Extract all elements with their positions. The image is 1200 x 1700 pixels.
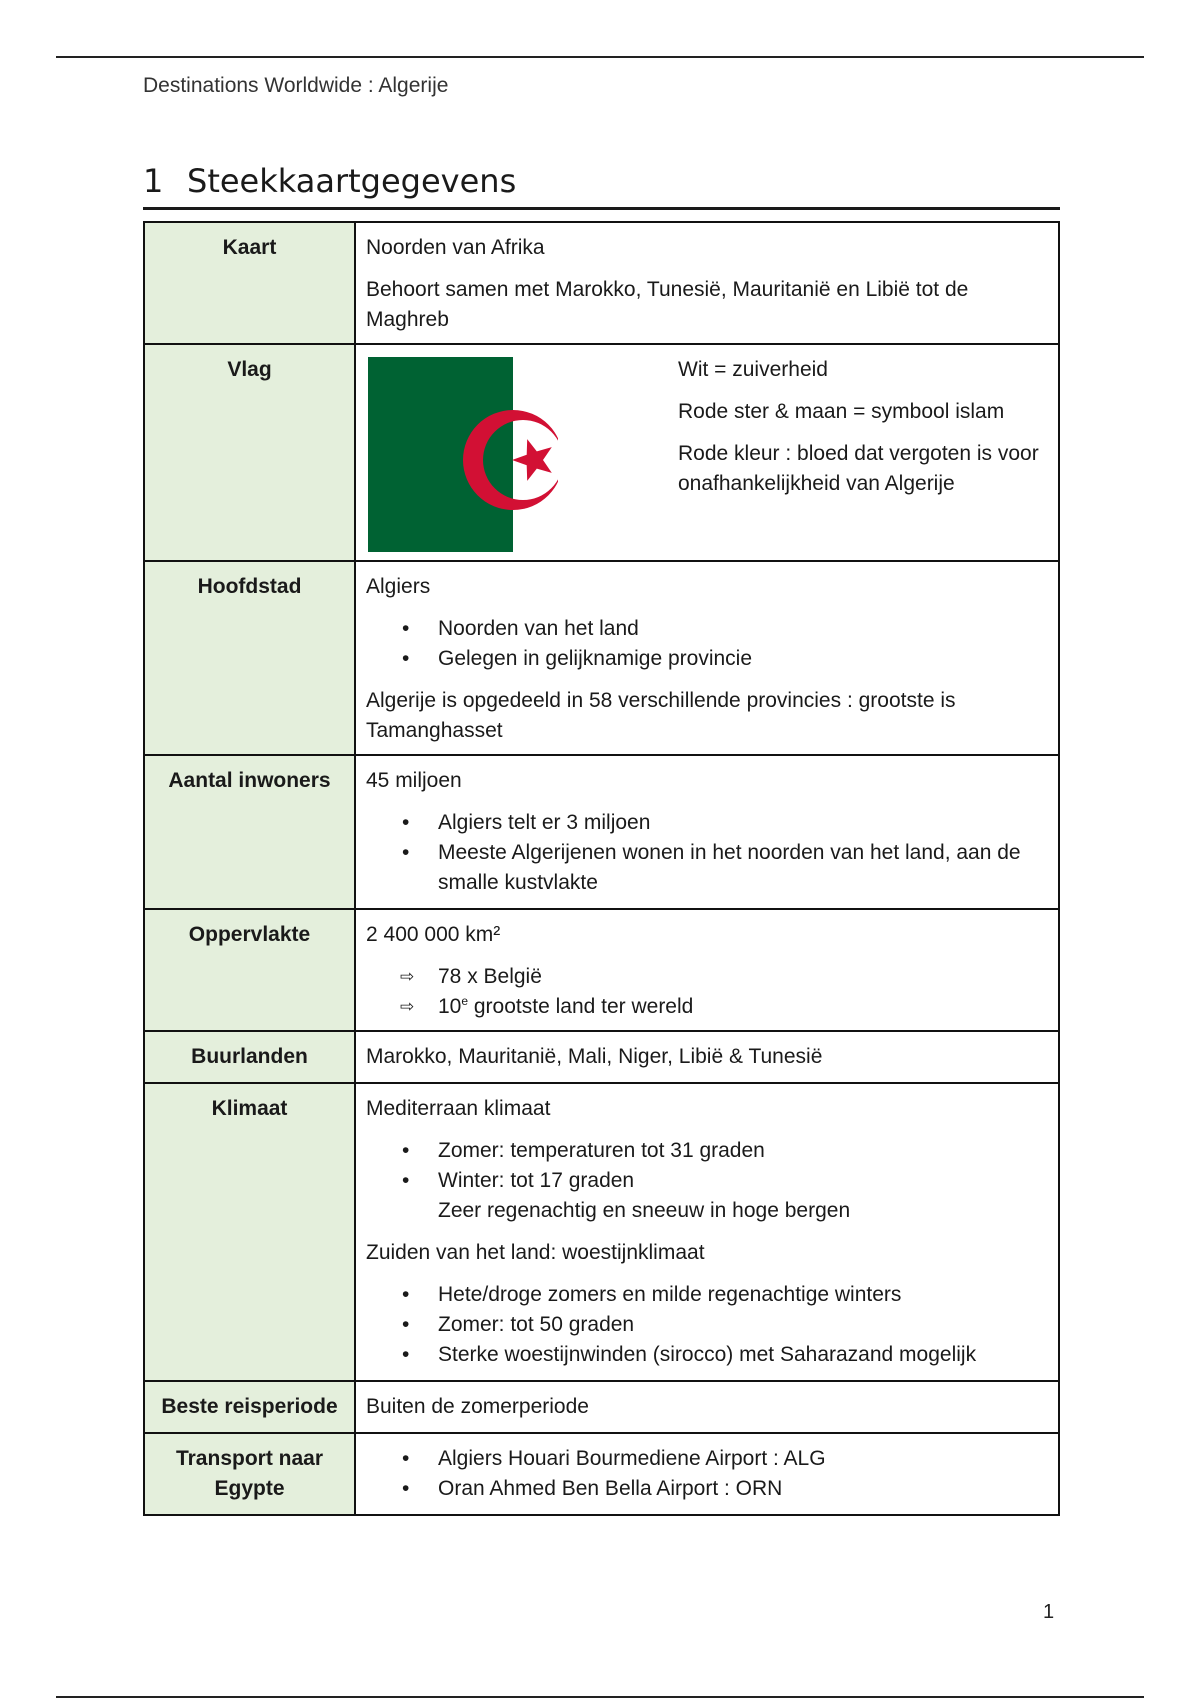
kaart-line-2: Behoort samen met Marokko, Tunesië, Mauritanië en Libië tot de Maghreb — [366, 278, 969, 331]
row-inwoners — [144, 755, 1059, 909]
label-transport: Transport naar Egypte — [144, 1433, 355, 1515]
section-heading — [143, 162, 1060, 210]
value-vlag — [355, 344, 1059, 561]
kaart-line-1: Noorden van Afrika — [366, 236, 545, 259]
section-title: Steekkaartgegevens — [187, 162, 517, 200]
value-inwoners — [355, 755, 1059, 909]
klimaat-intro-2: Zuiden van het land: woestijnklimaat — [366, 1241, 705, 1264]
row-hoofdstad — [144, 561, 1059, 755]
footer-rule — [56, 1696, 1144, 1698]
transport-bullets — [366, 1444, 1048, 1504]
row-vlag — [144, 344, 1059, 561]
label-kaart: Kaart — [144, 222, 355, 344]
running-header: Destinations Worldwide : Algerije — [143, 74, 449, 97]
row-reisperiode — [144, 1381, 1059, 1433]
hoofdstad-bullets — [366, 614, 1048, 674]
value-klimaat — [355, 1083, 1059, 1381]
inwoners-intro: 45 miljoen — [366, 769, 462, 792]
header-rule — [56, 56, 1144, 58]
page-number: 1 — [1043, 1601, 1055, 1623]
oppervlakte-arrows — [366, 962, 1048, 1022]
list-item: • Gelegen in gelijknamige provincie — [438, 644, 1048, 674]
rank-suffix: e — [461, 994, 469, 1008]
value-reisperiode: Buiten de zomerperiode — [355, 1381, 1059, 1433]
list-item — [438, 992, 1048, 1022]
oppervlakte-value: 2 400 000 km² — [366, 923, 501, 946]
label-klimaat: Klimaat — [144, 1083, 355, 1381]
klimaat-intro-1: Mediterraan klimaat — [366, 1097, 551, 1120]
row-buurlanden — [144, 1031, 1059, 1083]
value-hoofdstad — [355, 561, 1059, 755]
row-transport — [144, 1433, 1059, 1515]
flag-meaning — [678, 355, 1048, 552]
klimaat-bullets-2 — [366, 1280, 1048, 1370]
list-item: • Algiers telt er 3 miljoen — [438, 808, 1048, 838]
label-reisperiode: Beste reisperiode — [144, 1381, 355, 1433]
label-oppervlakte: Oppervlakte — [144, 909, 355, 1031]
list-item: • Winter: tot 17 graden — [438, 1166, 1048, 1196]
rank-number: 10 — [438, 995, 462, 1018]
algeria-flag-image — [368, 357, 558, 552]
section-number: 1 — [143, 162, 164, 200]
list-item: ⇨ 78 x België — [438, 962, 1048, 992]
value-transport — [355, 1433, 1059, 1515]
hoofdstad-outro: Algerije is opgedeeld in 58 verschillende provincies : grootste is Tamanghasset — [366, 689, 956, 742]
hoofdstad-intro: Algiers — [366, 575, 431, 598]
inwoners-bullets — [366, 808, 1048, 898]
list-item: • Meeste Algerijenen wonen in het noorden van het land, aan de smalle kustvlakte — [438, 838, 1048, 898]
list-item: • Oran Ahmed Ben Bella Airport : ORN — [438, 1474, 1048, 1504]
list-item: • Hete/droge zomers en milde regenachtige winters — [438, 1280, 1048, 1310]
flag-line-2: Rode ster & maan = symbool islam — [678, 400, 1005, 423]
klimaat-bullets-1 — [366, 1136, 1048, 1226]
list-item: • Noorden van het land — [438, 614, 1048, 644]
list-item: • Sterke woestijnwinden (sirocco) met Saharazand mogelijk — [438, 1340, 1048, 1370]
label-inwoners: Aantal inwoners — [144, 755, 355, 909]
flag-line-1: Wit = zuiverheid — [678, 358, 828, 381]
flag-green-field — [368, 357, 513, 552]
label-buurlanden: Buurlanden — [144, 1031, 355, 1083]
list-item: • Zomer: tot 50 graden — [438, 1310, 1048, 1340]
flag-line-3: Rode kleur : bloed dat vergoten is voor onafhankelijkheid van Algerije — [678, 442, 1039, 495]
list-item-continuation: Zeer regenachtig en sneeuw in hoge bergen — [438, 1199, 851, 1222]
row-klimaat — [144, 1083, 1059, 1381]
row-kaart — [144, 222, 1059, 344]
value-buurlanden: Marokko, Mauritanië, Mali, Niger, Libië & Tunesië — [355, 1031, 1059, 1083]
value-kaart — [355, 222, 1059, 344]
rank-text: grootste land ter wereld — [468, 995, 694, 1018]
list-item: • Algiers Houari Bourmediene Airport : ALG — [438, 1444, 1048, 1474]
label-hoofdstad: Hoofdstad — [144, 561, 355, 755]
value-oppervlakte — [355, 909, 1059, 1031]
fact-sheet-table — [143, 221, 1060, 1516]
list-item: • Zomer: temperaturen tot 31 graden — [438, 1136, 1048, 1166]
row-oppervlakte — [144, 909, 1059, 1031]
label-vlag: Vlag — [144, 344, 355, 561]
